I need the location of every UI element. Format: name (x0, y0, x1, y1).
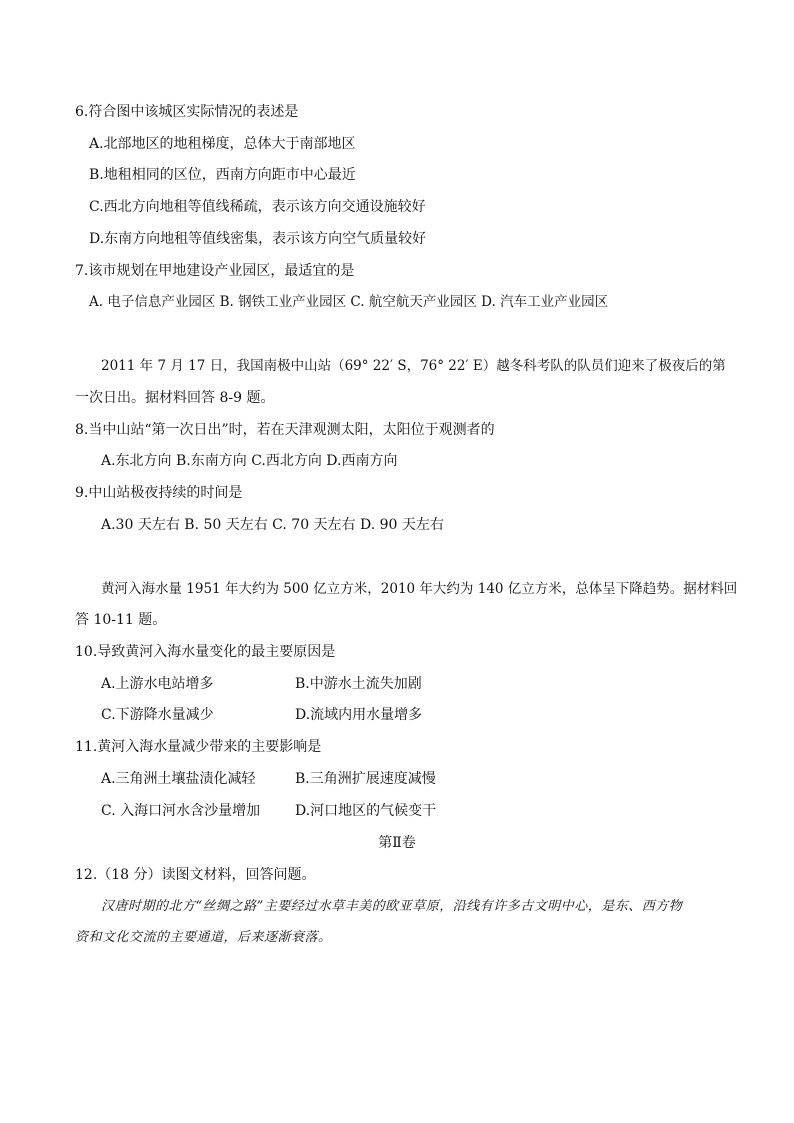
question-7-stem: 7.该市规划在甲地建设产业园区，最适宜的是 (75, 263, 355, 279)
question-9-stem: 9.中山站极夜持续的时间是 (75, 485, 243, 501)
question-10-option-d: D.流域内用水量增多 (295, 707, 423, 723)
passage-1-line-1: 2011 年 7 月 17 日，我国南极中山站（69° 22′ S，76° 22′ E）越冬科考队的队员们迎来了极夜后的第 (101, 358, 726, 374)
question-10-option-b: B.中游水土流失加剧 (295, 676, 422, 692)
question-6-option-a: A.北部地区的地租梯度，总体大于南部地区 (89, 136, 356, 152)
question-6-stem: 6.符合图中该城区实际情况的表述是 (75, 104, 299, 120)
question-12-material-line-2: 资和文化交流的主要通道，后来逐渐衰落。 (75, 930, 332, 945)
question-12-stem: 12.（18 分）读图文材料，回答问题。 (75, 867, 316, 883)
question-10-option-a: A.上游水电站增多 (101, 676, 214, 692)
question-8-options: A.东北方向 B.东南方向 C.西北方向 D.西南方向 (101, 453, 398, 469)
question-10-option-c: C.下游降水量减少 (101, 707, 214, 723)
question-11-option-d: D.河口地区的气候变干 (295, 803, 437, 819)
question-11-stem: 11.黄河入海水量减少带来的主要影响是 (75, 739, 322, 755)
question-11-option-c: C. 入海口河水含沙量增加 (101, 803, 261, 819)
passage-2-line-2: 答 10-11 题。 (75, 612, 167, 628)
question-11-option-a: A.三角洲土壤盐渍化减轻 (101, 771, 256, 787)
question-8-stem: 8.当中山站“第一次日出”时，若在天津观测太阳，太阳位于观测者的 (75, 422, 495, 438)
question-6-option-b: B.地租相同的区位，西南方向距市中心最近 (89, 167, 356, 183)
question-6-option-c: C.西北方向地租等值线稀疏，表示该方向交通设施较好 (89, 199, 426, 215)
question-6-option-d: D.东南方向地租等值线密集，表示该方向空气质量较好 (89, 231, 427, 247)
question-10-stem: 10.导致黄河入海水量变化的最主要原因是 (75, 644, 336, 660)
question-12-material-line-1: 汉唐时期的北方“丝绸之路”主要经过水草丰美的欧亚草原，沿线有许多古文明中心，是东、西方物 (101, 899, 683, 914)
passage-1-line-2: 一次日出。据材料回答 8-9 题。 (75, 390, 275, 406)
section-title: 第Ⅱ卷 (378, 835, 416, 851)
question-9-options: A.30 天左右 B. 50 天左右 C. 70 天左右 D. 90 天左右 (101, 517, 444, 533)
question-7-options: A. 电子信息产业园区 B. 钢铁工业产业园区 C. 航空航天产业园区 D. 汽车工业产业园区 (89, 294, 609, 310)
question-11-option-b: B.三角洲扩展速度减慢 (295, 771, 436, 787)
passage-2-line-1: 黄河入海水量 1951 年大约为 500 亿立方米，2010 年大约为 140 亿立方米，总体呈下降趋势。据材料回 (101, 581, 738, 597)
